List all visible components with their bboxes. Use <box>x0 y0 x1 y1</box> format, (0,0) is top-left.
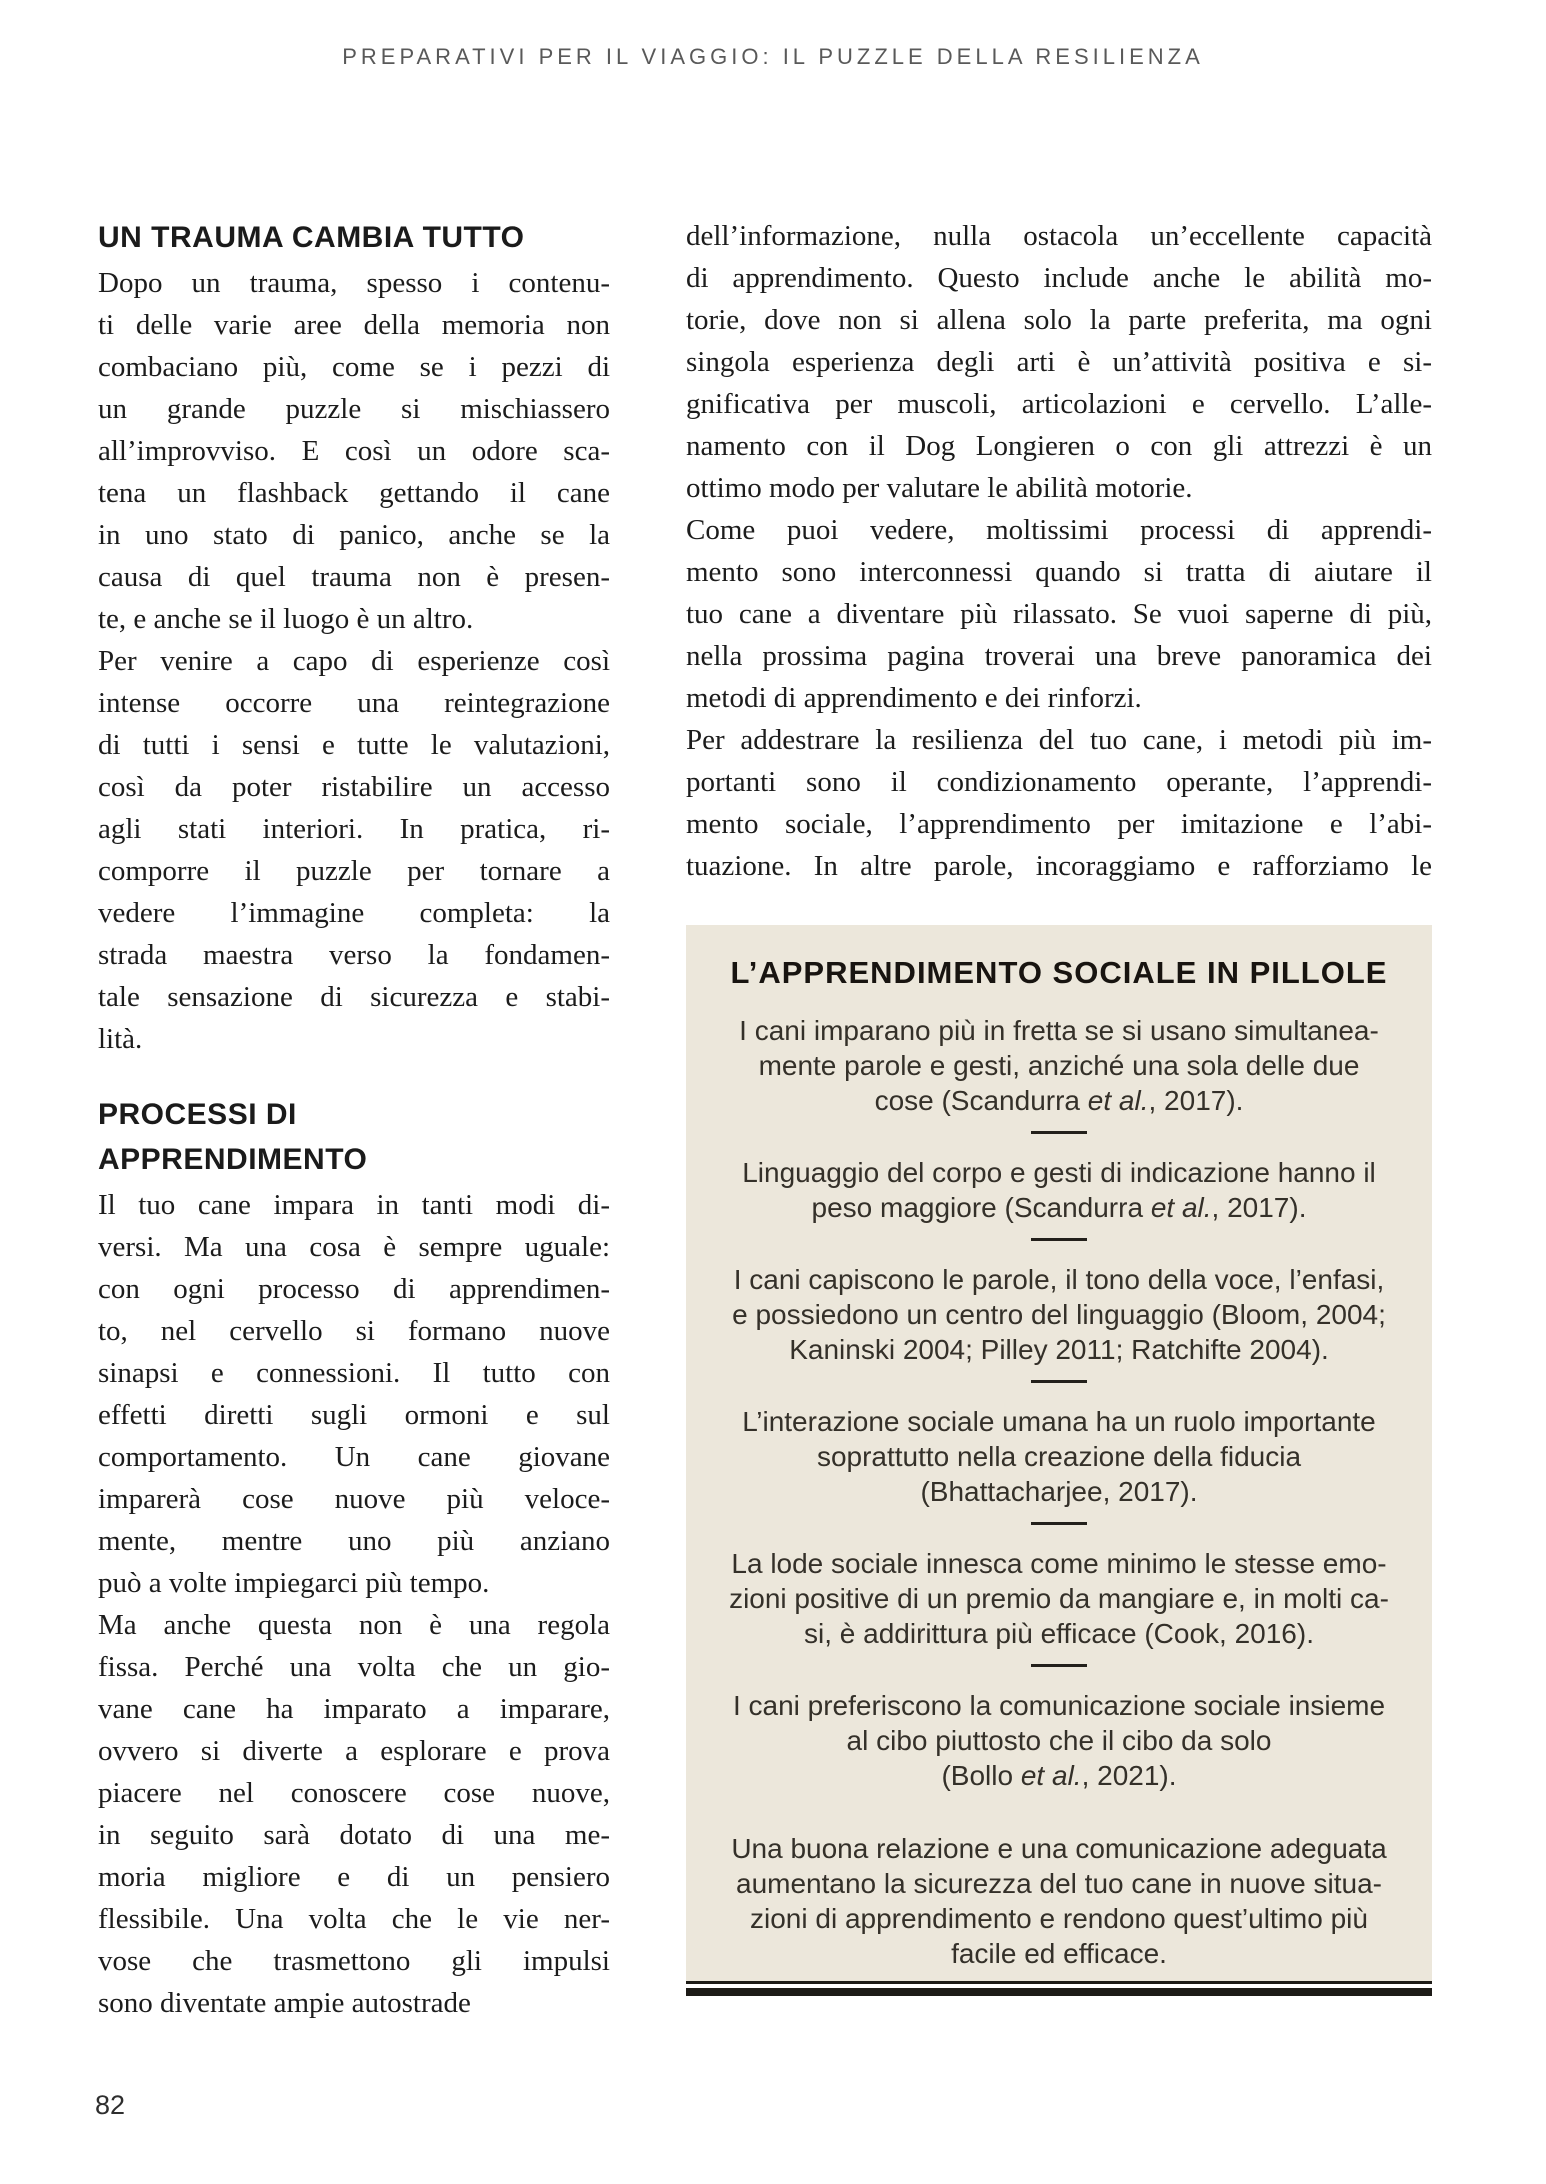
divider-rule <box>1031 1664 1087 1667</box>
section-heading: UN TRAUMA CAMBIA TUTTO <box>98 221 525 254</box>
body-paragraph: Dopo un trauma, spesso i contenu- ti delle varie aree della memoria non combaciano più, come se i pezzi di un grande puzzle si mischiassero all’improvviso. E così un odore sca- tena un flashback gettando il cane in uno stato di panico, anche se la causa di quel trauma non è presen- te, e anche se il luogo è un altro. <box>98 267 610 635</box>
infobox <box>686 925 1432 1981</box>
divider-rule <box>1031 1522 1087 1525</box>
bottom-rule-thin <box>686 1981 1432 1984</box>
body-paragraph: Come puoi vedere, moltissimi processi di apprendi- mento sono interconnessi quando si tratta di aiutare il tuo cane a diventare più rilassato. Se vuoi saperne di più, nella prossima pagina troverai una breve panoramica dei metodi di apprendimento e dei rinforzi. <box>686 514 1432 714</box>
infobox-paragraph: I cani preferiscono la comunicazione sociale insieme al cibo piuttosto che il cibo da solo (Bollo et al., 2021). <box>732 1690 1386 1791</box>
section-heading: PROCESSI DI APPRENDIMENTO <box>98 1098 368 1176</box>
body-paragraph: Per venire a capo di esperienze così intense occorre una reintegrazione di tutti i sensi e tutte le valutazioni, così da poter ristabilire un accesso agli stati interiori. In pratica, ri- comporre il puzzle per tornare a vedere l’immagine completa: la strada maestra verso la fondamen- tale sensazione di sicurezza e stabi- lità. <box>98 645 610 1055</box>
infobox-paragraph: Una buona relazione e una comunicazione adeguata aumentano la sicurezza del tuo cane in nuove situa- zioni di apprendimento e rendono quest’ultimo più facile ed efficace. <box>731 1833 1387 1969</box>
infobox-paragraph: La lode sociale innesca come minimo le stesse emo- zioni positive di un premio da mangiare e, in molti ca- si, è addirittura più efficace (Cook, 2016). <box>729 1548 1389 1649</box>
infobox-paragraph: Linguaggio del corpo e gesti di indicazione hanno il peso maggiore (Scandurra et al., 2017). <box>742 1157 1376 1223</box>
body-paragraph: dell’informazione, nulla ostacola un’eccellente capacità di apprendimento. Questo include anche le abilità mo- torie, dove non si allena solo la parte preferita, ma ogni singola esperienza degli arti è un’attività positiva e si- gnificativa per muscoli, articolazioni e cervello. L’alle- namento con il Dog Longieren o con gli attrezzi è un ottimo modo per valutare le abilità motorie. <box>686 220 1432 504</box>
divider-rule <box>1031 1131 1087 1134</box>
body-paragraph: Per addestrare la resilienza del tuo cane, i metodi più im- portanti sono il condizionamento operante, l’apprendi- mento sociale, l’apprendimento per imitazione e l’abi- tuazione. In altre parole, incoraggiamo e rafforziamo le <box>686 724 1432 882</box>
divider-rule <box>1031 1238 1087 1241</box>
right-column <box>686 215 1432 1996</box>
infobox-paragraph: L’interazione sociale umana ha un ruolo importante soprattutto nella creazione della fiducia (Bhattacharjee, 2017). <box>742 1406 1376 1507</box>
body-paragraph: Ma anche questa non è una regola fissa. Perché una volta che un gio- vane cane ha imparato a imparare, ovvero si diverte a esplorare e prova piacere nel conoscere cose nuove, in seguito sarà dotato di una me- moria migliore e di un pensiero flessibile. Una volta che le vie ner- vose che trasmettono gli impulsi sono diventate ampie autostrade <box>98 1609 610 2019</box>
divider-rule <box>1031 1380 1087 1383</box>
infobox-paragraph: I cani capiscono le parole, il tono della voce, l’enfasi, e possiedono un centro del linguaggio (Bloom, 2004; Kaninski 2004; Pilley 2011; Ratchifte 2004). <box>732 1264 1386 1365</box>
page-number: 82 <box>95 2090 126 2120</box>
left-column <box>98 215 610 2024</box>
infobox-title: L’APPRENDIMENTO SOCIALE IN PILLOLE <box>730 955 1388 990</box>
running-header: PREPARATIVI PER IL VIAGGIO: IL PUZZLE DELLA RESILIENZA <box>342 44 1204 69</box>
body-paragraph: Il tuo cane impara in tanti modi di- versi. Ma una cosa è sempre uguale: con ogni processo di apprendimen- to, nel cervello si formano nuove sinapsi e connessioni. Il tutto con effetti diretti sugli ormoni e sul comportamento. Un cane giovane imparerà cose nuove più veloce- mente, mentre uno più anziano può a volte impiegarci più tempo. <box>98 1189 610 1599</box>
right-column-text <box>686 215 1432 887</box>
infobox-body <box>710 1013 1408 1971</box>
bottom-rule-thick <box>686 1988 1432 1996</box>
infobox-paragraph: I cani imparano più in fretta se si usano simultanea- mente parole e gesti, anziché una sola delle due cose (Scandurra et al., 2017). <box>739 1015 1379 1116</box>
